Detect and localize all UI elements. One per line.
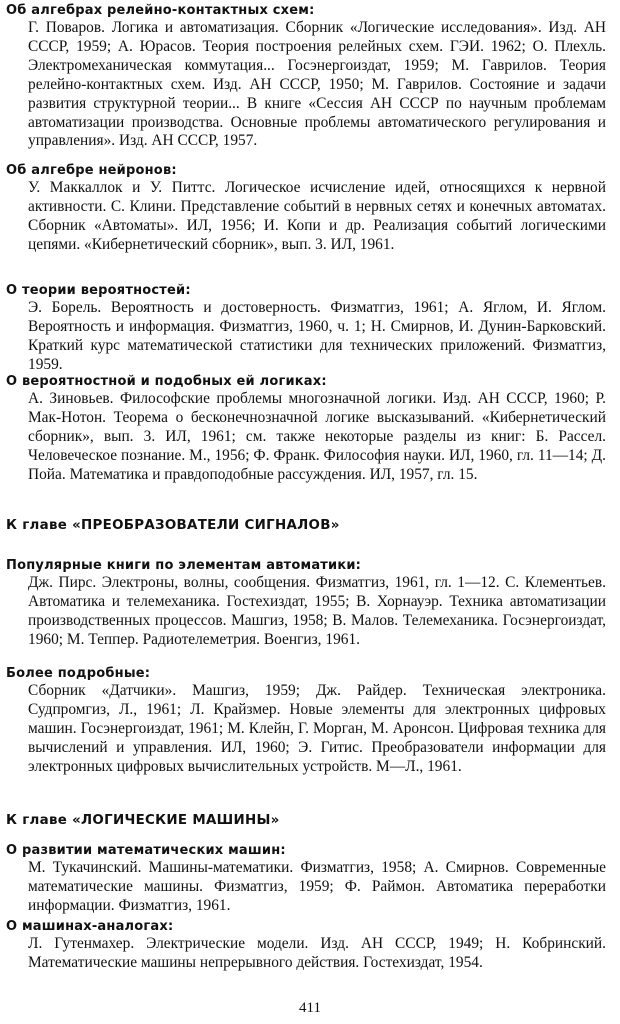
chapter-heading: К главе «ЛОГИЧЕСКИЕ МАШИНЫ»: [6, 813, 280, 828]
section-body: Л. Гутенмахер. Электрические модели. Изд. АН СССР, 1949; Н. Кобринский. Математические машины непрерывного действия. Гостехиздат, 1954.: [28, 935, 606, 971]
section-body: У. Маккаллок и У. Питтс. Логическое исчисление идей, относящихся к нервной активности. С. Клини. Представление событий в нервных сетях и конечных автоматах. Сборник «Автоматы». ИЛ, 1956; И. Копи и др. Реализация событий логическими цепями. «Кибернетический сборник», вып. 3. ИЛ, 1961.: [28, 179, 606, 253]
section-heading: Об алгебре нейронов:: [6, 163, 177, 178]
section-body: Сборник «Датчики». Машгиз, 1959; Дж. Райдер. Техническая электроника. Судпромгиз, Л., 1961; Л. Крайзмер. Новые элементы для электронных цифровых машин. Госэнергоиздат, 1961; М. Клейн, Г. Морган, М. Аронсон. Цифровая техника для вычислений и управления. ИЛ, 1960; Э. Гитис. Преобразователи информации для электронных цифровых вычислительных устройств. М—Л., 1961.: [28, 682, 606, 775]
bib-section: [6, 665, 606, 777]
page-number: 411: [299, 1000, 321, 1016]
section-heading: Более подробные:: [6, 666, 151, 681]
bib-section: [6, 918, 606, 973]
section-heading: О развитии математических машин:: [6, 843, 286, 858]
bib-section: [6, 842, 606, 916]
section-heading: О теории вероятностей:: [6, 283, 191, 298]
bib-section: [6, 373, 606, 485]
bib-section: [6, 2, 606, 151]
bib-section: [6, 162, 606, 255]
bib-section: [6, 282, 606, 375]
section-body: Г. Поваров. Логика и автоматизация. Сборник «Логические исследования». Изд. АН СССР, 1959; А. Юрасов. Теория построения релейных схем. ГЭИ. 1962; О. Плехль. Электромеханическая коммутация... Госэнергоиздат, 1959; М. Гаврилов. Теория релейно-контактных схем. Изд. АН СССР, 1950; М. Гаврилов. Состояние и задачи развития структурной теории... В книге «Сессия АН СССР по научным проблемам автоматизации производства. Основные проблемы автоматического регулирования и управления». Изд. АН СССР, 1957.: [28, 19, 606, 150]
section-heading: О машинах-аналогах:: [6, 919, 174, 934]
chapter-heading: К главе «ПРЕОБРАЗОВАТЕЛИ СИГНАЛОВ»: [6, 518, 340, 533]
section-heading: Популярные книги по элементам автоматики:: [6, 558, 362, 573]
section-body: Дж. Пирс. Электроны, волны, сообщения. Физматгиз, 1961, гл. 1—12. С. Клементьев. Автоматика и телемеханика. Гостехиздат, 1955; В. Хорнауэр. Техника автоматизации производственных процессов. Машгиз, 1958; В. Малов. Телемеханика. Госэнергоиздат, 1960; М. Теппер. Радиотелеметрия. Военгиз, 1961.: [28, 574, 606, 648]
bib-section: [6, 557, 606, 650]
section-body: А. Зиновьев. Философские проблемы многозначной логики. Изд. АН СССР, 1960; Р. Мак-Нотон. Теорема о бесконечнозначной логике высказываний. «Кибернетический сборник», вып. 3. ИЛ, 1961; см. также некоторые разделы из книг: Б. Рассел. Человеческое познание. М., 1956; Ф. Франк. Философия науки. ИЛ, 1960, гл. 11—14; Д. Пойа. Математика и правдоподобные рассуждения. ИЛ, 1957, гл. 15.: [28, 390, 606, 483]
section-heading: О вероятностной и подобных ей логиках:: [6, 374, 327, 389]
section-body: М. Тукачинский. Машины-математики. Физматгиз, 1958; А. Смирнов. Современные математические машины. Физматгиз, 1959; Ф. Раймон. Автоматика переработки информации. Физматгиз, 1961.: [28, 859, 606, 914]
section-body: Э. Борель. Вероятность и достоверность. Физматгиз, 1961; А. Яглом, И. Яглом. Вероятность и информация. Физматгиз, 1960, ч. 1; Н. Смирнов, И. Дунин-Барковский. Краткий курс математической статистики для технических приложений. Физматгиз, 1959.: [28, 299, 606, 373]
section-heading: Об алгебрах релейно-контактных схем:: [6, 3, 315, 18]
